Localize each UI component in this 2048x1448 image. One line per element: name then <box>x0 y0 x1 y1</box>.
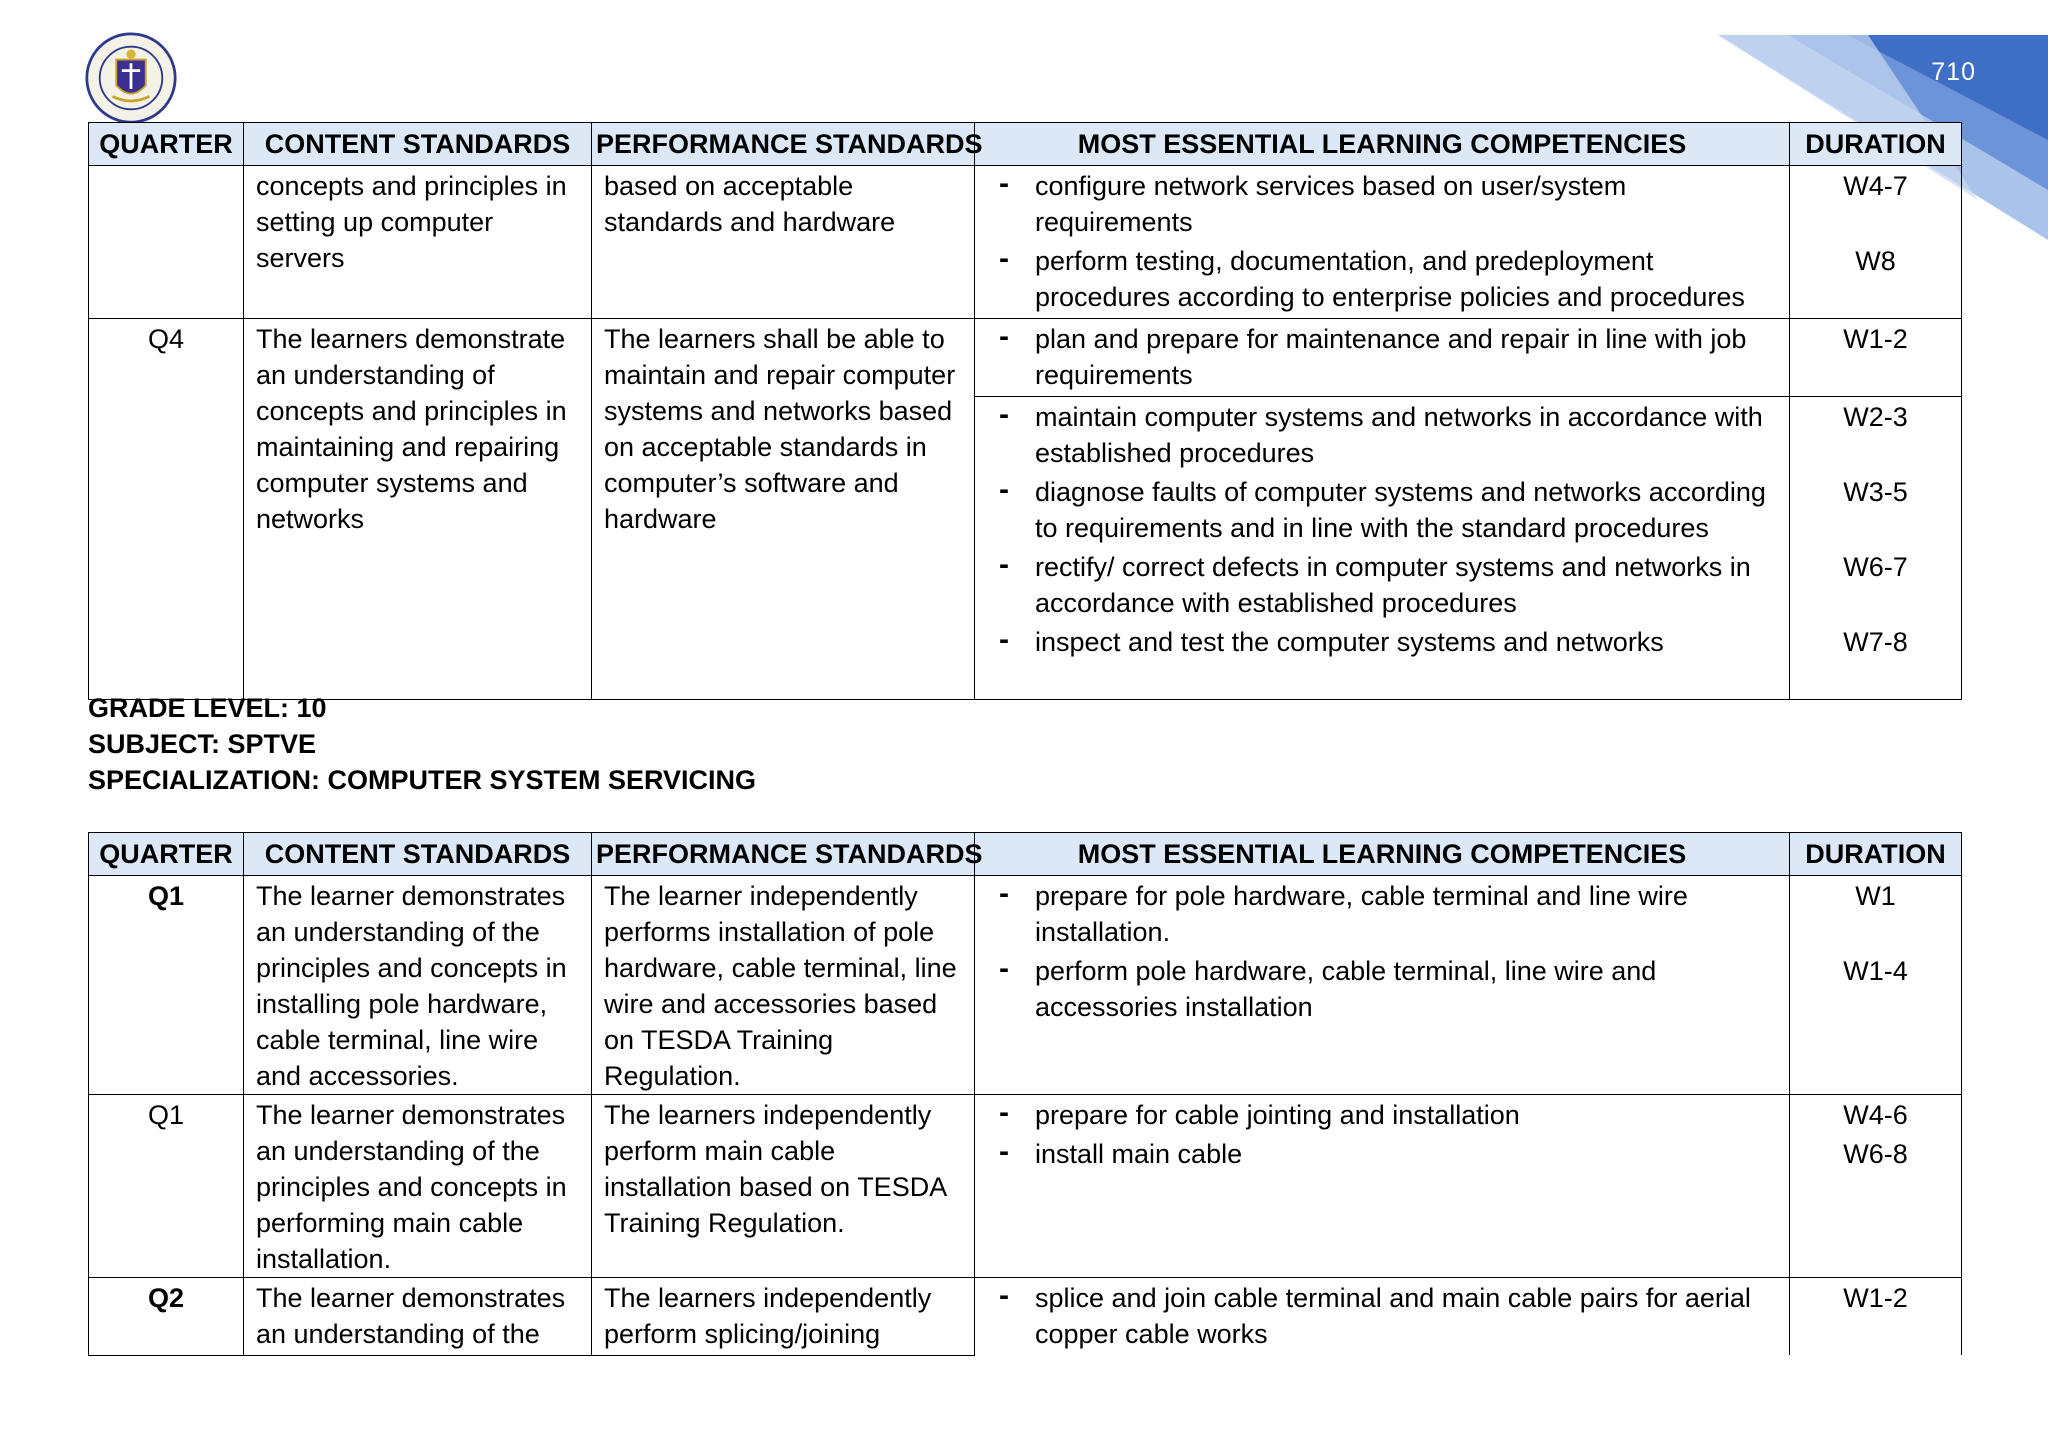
header-melc: MOST ESSENTIAL LEARNING COMPETENCIES <box>975 833 1790 876</box>
content-standard-cell: The learner demonstrates an understanding of the <box>244 1278 592 1356</box>
duration-value: W1-4 <box>1843 956 1908 986</box>
header-content-standards: CONTENT STANDARDS <box>244 123 592 166</box>
duration-value: W2-3 <box>1843 402 1908 432</box>
competency-item: - prepare for cable jointing and installation <box>987 1097 1777 1133</box>
duration-value: W1-2 <box>1843 1283 1908 1313</box>
competency-table-grade10 <box>88 832 1962 1356</box>
content-standard-cell: The learner demonstrates an understanding of the principles and concepts in installing pole hardware, cable terminal, line wire and accessories. <box>244 876 592 1095</box>
table-row <box>89 876 1962 1095</box>
duration-cell <box>1790 1095 1962 1278</box>
duration-value: W4-6 <box>1843 1100 1908 1130</box>
header-content-standards: CONTENT STANDARDS <box>244 833 592 876</box>
performance-standard-cell: based on acceptable standards and hardware <box>592 166 975 319</box>
duration-value: W8 <box>1855 246 1896 276</box>
grade-level: GRADE LEVEL: 10 <box>88 693 327 723</box>
table-header-row <box>89 123 1962 166</box>
deped-seal-icon <box>85 32 177 124</box>
duration-cell <box>1790 397 1962 700</box>
header-quarter: QUARTER <box>89 833 244 876</box>
competency-item: - perform testing, documentation, and predeployment procedures according to enterprise policies and procedures <box>987 243 1777 315</box>
header-duration: DURATION <box>1790 123 1962 166</box>
duration-cell <box>1790 166 1962 319</box>
quarter-cell: Q4 <box>89 319 244 700</box>
quarter-cell: Q1 <box>89 876 244 1095</box>
competency-item: - perform pole hardware, cable terminal, line wire and accessories installation <box>987 953 1777 1025</box>
specialization: SPECIALIZATION: COMPUTER SYSTEM SERVICING <box>88 765 757 795</box>
quarter-cell: Q1 <box>89 1095 244 1278</box>
header-melc: MOST ESSENTIAL LEARNING COMPETENCIES <box>975 123 1790 166</box>
competency-item: - rectify/ correct defects in computer systems and networks in accordance with established procedures <box>987 549 1777 621</box>
competencies-cell <box>975 397 1790 700</box>
page-number: 710 <box>1931 58 1976 86</box>
table-row <box>89 166 1962 319</box>
quarter-cell: Q2 <box>89 1278 244 1356</box>
table-row <box>89 1278 1962 1356</box>
table-header-row <box>89 833 1962 876</box>
header-performance-standards: PERFORMANCE STANDARDS <box>592 833 975 876</box>
competencies-cell <box>975 319 1790 397</box>
content-standard-cell: The learners demonstrate an understanding of concepts and principles in maintaining and repairing computer systems and networks <box>244 319 592 700</box>
duration-cell <box>1790 319 1962 397</box>
competency-table-continued <box>88 122 1962 700</box>
duration-value: W3-5 <box>1843 477 1908 507</box>
table-row <box>89 1095 1962 1278</box>
duration-value: W1 <box>1855 881 1896 911</box>
duration-value: W6-7 <box>1843 552 1908 582</box>
duration-cell <box>1790 1278 1962 1356</box>
duration-cell <box>1790 876 1962 1095</box>
duration-value: W7-8 <box>1843 627 1908 657</box>
subject-info <box>88 690 756 798</box>
competency-item: - maintain computer systems and networks in accordance with established procedures <box>987 399 1777 471</box>
competency-item: - install main cable <box>987 1136 1777 1172</box>
subject: SUBJECT: SPTVE <box>88 729 317 759</box>
competencies-cell <box>975 1095 1790 1278</box>
header-quarter: QUARTER <box>89 123 244 166</box>
competencies-cell <box>975 876 1790 1095</box>
table-row <box>89 319 1962 397</box>
competencies-cell <box>975 166 1790 319</box>
competencies-cell <box>975 1278 1790 1356</box>
performance-standard-cell: The learner independently performs installation of pole hardware, cable terminal, line wire and accessories based on TESDA Training Regulation. <box>592 876 975 1095</box>
competency-item: - plan and prepare for maintenance and repair in line with job requirements <box>987 321 1777 393</box>
performance-standard-cell: The learners shall be able to maintain and repair computer systems and networks based on acceptable standards in computer’s software and hardware <box>592 319 975 700</box>
competency-item: - configure network services based on user/system requirements <box>987 168 1777 240</box>
competency-item: - diagnose faults of computer systems and networks according to requirements and in line with the standard procedures <box>987 474 1777 546</box>
duration-value: W1-2 <box>1843 324 1908 354</box>
duration-value: W4-7 <box>1843 171 1908 201</box>
competency-item: - prepare for pole hardware, cable terminal and line wire installation. <box>987 878 1777 950</box>
competency-item: - splice and join cable terminal and main cable pairs for aerial copper cable works <box>987 1280 1777 1352</box>
content-standard-cell: concepts and principles in setting up computer servers <box>244 166 592 319</box>
performance-standard-cell: The learners independently perform main cable installation based on TESDA Training Regulation. <box>592 1095 975 1278</box>
competency-item: - inspect and test the computer systems and networks <box>987 624 1777 660</box>
duration-value: W6-8 <box>1843 1139 1908 1169</box>
content-standard-cell: The learner demonstrates an understanding of the principles and concepts in performing main cable installation. <box>244 1095 592 1278</box>
header-duration: DURATION <box>1790 833 1962 876</box>
quarter-cell <box>89 166 244 319</box>
performance-standard-cell: The learners independently perform splicing/joining <box>592 1278 975 1356</box>
header-performance-standards: PERFORMANCE STANDARDS <box>592 123 975 166</box>
